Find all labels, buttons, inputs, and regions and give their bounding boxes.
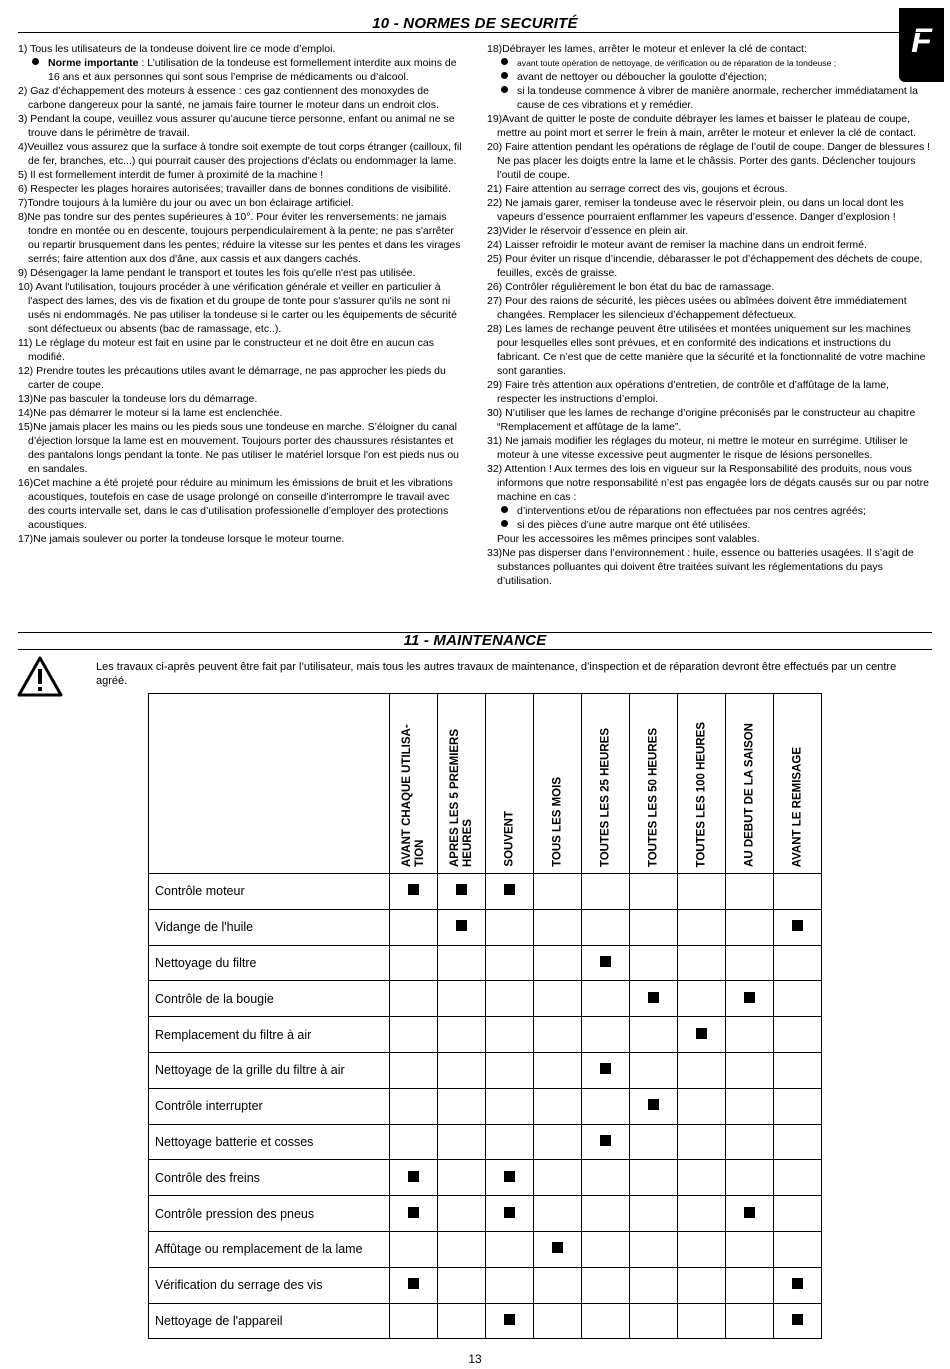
rule-text: 2) Gaz d’échappement des moteurs à essence : ces gaz contiennent des monoxydes de carbone dangereux pour la santé, ne jamais faire tourner le moteur dans un endroit clos. bbox=[18, 85, 439, 111]
schedule-cell bbox=[582, 1267, 630, 1303]
schedule-cell bbox=[582, 874, 630, 910]
safety-rule bbox=[487, 42, 933, 56]
column-header-label: TOUTES LES 25 HEURES bbox=[599, 727, 611, 867]
schedule-cell bbox=[438, 1303, 486, 1339]
safety-rule bbox=[18, 140, 463, 168]
table-corner-cell bbox=[149, 694, 390, 874]
schedule-cell bbox=[726, 1303, 774, 1339]
section-10-header bbox=[18, 16, 932, 33]
rule-text: 22) Ne jamais garer, remiser la tondeuse avec le réservoir plein, ou dans un local dont les vapeurs d’essence pourraient enflammer les vapeurs d’essence. Danger d’explosion ! bbox=[487, 197, 904, 223]
checked-square-icon bbox=[648, 992, 659, 1003]
schedule-cell bbox=[438, 945, 486, 981]
schedule-cell bbox=[726, 1267, 774, 1303]
schedule-cell bbox=[630, 1052, 678, 1088]
safety-rule bbox=[18, 364, 463, 392]
rule-text: 18)Débrayer les lames, arrêter le moteur et enlever la clé de contact: bbox=[487, 43, 807, 55]
schedule-cell bbox=[678, 1196, 726, 1232]
bullet-item bbox=[487, 84, 933, 112]
checked-square-icon bbox=[408, 1171, 419, 1182]
safety-rule bbox=[18, 112, 463, 140]
schedule-cell bbox=[774, 1267, 822, 1303]
safety-rule bbox=[487, 294, 933, 322]
checked-square-icon bbox=[600, 956, 611, 967]
rule-text: 13)Ne pas basculer la tondeuse lors du démarrage. bbox=[18, 393, 258, 405]
safety-rule bbox=[487, 224, 933, 238]
checked-square-icon bbox=[600, 1135, 611, 1146]
checked-square-icon bbox=[696, 1028, 707, 1039]
rule-text: 23)Vider le réservoir d’essence en plein air. bbox=[487, 225, 689, 237]
schedule-cell bbox=[390, 909, 438, 945]
checked-square-icon bbox=[456, 920, 467, 931]
safety-rule bbox=[18, 532, 463, 546]
table-row bbox=[149, 874, 822, 910]
schedule-cell bbox=[438, 1088, 486, 1124]
rule-text: si des pièces d’une autre marque ont été utilisées. bbox=[517, 519, 751, 531]
rule-text: 32) Attention ! Aux termes des lois en vigueur sur la Responsabilité des produits, nous vous informons que notre responsabilité n’est pas engagée lors de dégats causés sur ou par notre machine en cas : bbox=[487, 463, 929, 503]
rule-text: 31) Ne jamais modifier les réglages du moteur, ni mettre le moteur en surrégime. Utiliser le moteur à une vitesse excessive peut augmenter le risque de lésions personelles. bbox=[487, 435, 908, 461]
schedule-cell bbox=[486, 1160, 534, 1196]
checked-square-icon bbox=[408, 1278, 419, 1289]
rule-text: 15)Ne jamais placer les mains ou les pieds sous une tondeuse en marche. S’éloigner du canal d’éjection lorsque la lame est en mouvement. Toujours porter des chaussures résistantes et des pantalons longs pendant la tonte. Ne pas utiliser le matériel lorsque l'on est pieds nus ou en sandales. bbox=[18, 421, 460, 475]
safety-rule bbox=[18, 84, 463, 112]
schedule-cell bbox=[630, 1303, 678, 1339]
schedule-cell bbox=[630, 1160, 678, 1196]
schedule-cell bbox=[534, 1196, 582, 1232]
table-row bbox=[149, 981, 822, 1017]
safety-rule bbox=[18, 336, 463, 364]
column-header-label: AU DEBUT DE LA SAISON bbox=[743, 723, 755, 867]
rule-text: 6) Respecter les plages horaires autorisées; travailler dans de bonnes conditions de visibilité. bbox=[18, 183, 452, 195]
safety-rules-right-column bbox=[487, 42, 933, 588]
column-header bbox=[726, 694, 774, 874]
schedule-cell bbox=[534, 1160, 582, 1196]
schedule-cell bbox=[438, 981, 486, 1017]
task-label: Contrôle pression des pneus bbox=[149, 1196, 390, 1232]
rule-text: Pour les accessoires les mêmes principes sont valables. bbox=[497, 533, 760, 545]
schedule-cell bbox=[390, 874, 438, 910]
column-header bbox=[774, 694, 822, 874]
safety-rules-left-column bbox=[18, 42, 463, 546]
safety-rule bbox=[487, 546, 933, 588]
schedule-cell bbox=[534, 909, 582, 945]
schedule-cell bbox=[630, 1267, 678, 1303]
column-header-label: AVANT CHAQUE UTILISA-TION bbox=[400, 724, 426, 867]
schedule-cell bbox=[582, 1231, 630, 1267]
column-header bbox=[390, 694, 438, 874]
rule-text: 19)Avant de quitter le poste de conduite débrayer les lames et baisser le plateau de coupe, mettre au point mort et serrer le frein à main, arrêter le moteur et enlever la clé de contact. bbox=[487, 113, 917, 139]
schedule-cell bbox=[438, 1052, 486, 1088]
safety-rule bbox=[487, 280, 933, 294]
schedule-cell bbox=[726, 1017, 774, 1053]
schedule-cell bbox=[582, 909, 630, 945]
task-label: Nettoyage de l'appareil bbox=[149, 1303, 390, 1339]
safety-rule bbox=[18, 266, 463, 280]
schedule-cell bbox=[582, 1160, 630, 1196]
table-row bbox=[149, 1124, 822, 1160]
table-row bbox=[149, 1231, 822, 1267]
rule-text: avant toute opération de nettoyage, de vérification ou de réparation de la tondeuse ; bbox=[517, 58, 837, 68]
schedule-cell bbox=[582, 1196, 630, 1232]
safety-rule bbox=[18, 280, 463, 336]
rule-text: 1) Tous les utilisateurs de la tondeuse doivent lire ce mode d’emploi. bbox=[18, 43, 336, 55]
schedule-cell bbox=[678, 909, 726, 945]
schedule-cell bbox=[486, 1124, 534, 1160]
maintenance-schedule-table bbox=[148, 693, 822, 1339]
schedule-cell bbox=[726, 1160, 774, 1196]
task-label: Nettoyage batterie et cosses bbox=[149, 1124, 390, 1160]
bullet-item bbox=[487, 56, 933, 70]
column-header-label: SOUVENT bbox=[503, 811, 515, 867]
maintenance-intro: Les travaux ci-après peuvent être fait par l’utilisateur, mais tous les autres travaux de maintenance, d’inspection et de réparation devront être effectués par un centre agréé. bbox=[96, 661, 897, 687]
schedule-cell bbox=[678, 981, 726, 1017]
schedule-cell bbox=[486, 981, 534, 1017]
schedule-cell bbox=[774, 874, 822, 910]
checked-square-icon bbox=[408, 884, 419, 895]
rule-text: 24) Laisser refroidir le moteur avant de remiser la machine dans un endroit fermé. bbox=[487, 239, 867, 251]
safety-rule bbox=[487, 252, 933, 280]
table-row bbox=[149, 1267, 822, 1303]
rule-text: d’interventions et/ou de réparations non effectuées par nos centres agréés; bbox=[517, 505, 866, 517]
rule-emphasis: Norme importante bbox=[48, 57, 139, 69]
checked-square-icon bbox=[792, 1278, 803, 1289]
schedule-cell bbox=[678, 1124, 726, 1160]
safety-rule bbox=[487, 112, 933, 140]
schedule-cell bbox=[534, 1303, 582, 1339]
schedule-cell bbox=[726, 1052, 774, 1088]
schedule-cell bbox=[486, 1303, 534, 1339]
rule-text: 16)Cet machine a été projeté pour réduire au minimum les émissions de bruit et les vibrations acoustiques, toutefois en case de usage prolongé on conseille d’interrompre le travail avec des courts intervalle set, dans le cas d’utilisation professionelle d’employer des protections acoustiques. bbox=[18, 477, 453, 531]
table-row bbox=[149, 1052, 822, 1088]
checked-square-icon bbox=[408, 1207, 419, 1218]
schedule-cell bbox=[678, 1231, 726, 1267]
schedule-cell bbox=[534, 1124, 582, 1160]
schedule-cell bbox=[534, 1088, 582, 1124]
schedule-cell bbox=[774, 1088, 822, 1124]
schedule-cell bbox=[438, 1017, 486, 1053]
schedule-cell bbox=[726, 1124, 774, 1160]
safety-rule bbox=[487, 196, 933, 224]
schedule-cell bbox=[678, 1160, 726, 1196]
table-row bbox=[149, 945, 822, 981]
rule-text: 9) Désengager la lame pendant le transport et toutes les fois qu'elle n'est pas utilisée. bbox=[18, 267, 416, 279]
schedule-cell bbox=[438, 1231, 486, 1267]
schedule-cell bbox=[774, 909, 822, 945]
schedule-cell bbox=[726, 1231, 774, 1267]
schedule-cell bbox=[582, 1303, 630, 1339]
safety-rule bbox=[487, 182, 933, 196]
schedule-cell bbox=[534, 1231, 582, 1267]
checked-square-icon bbox=[792, 1314, 803, 1325]
schedule-cell bbox=[774, 1052, 822, 1088]
schedule-cell bbox=[486, 1052, 534, 1088]
column-header-label: APRES LES 5 PREMIERS HEURES bbox=[448, 728, 474, 867]
schedule-cell bbox=[774, 1017, 822, 1053]
table-row bbox=[149, 1196, 822, 1232]
column-header bbox=[438, 694, 486, 874]
schedule-cell bbox=[438, 1160, 486, 1196]
schedule-cell bbox=[678, 1088, 726, 1124]
schedule-cell bbox=[390, 1231, 438, 1267]
schedule-cell bbox=[534, 945, 582, 981]
rule-text: 3) Pendant la coupe, veuillez vous assurer qu’aucune tierce personne, enfant ou animal ne se trouve dans le périmètre de travail. bbox=[18, 113, 455, 139]
safety-rule bbox=[18, 168, 463, 182]
schedule-cell bbox=[774, 1231, 822, 1267]
rule-text: 14)Ne pas démarrer le moteur si la lame est enclenchée. bbox=[18, 407, 283, 419]
schedule-cell bbox=[774, 1196, 822, 1232]
rule-text: 17)Ne jamais soulever ou porter la tondeuse lorsque le moteur tourne. bbox=[18, 533, 345, 545]
task-label: Vidange de l'huile bbox=[149, 909, 390, 945]
language-letter: F bbox=[911, 22, 932, 60]
warning-triangle-icon bbox=[16, 655, 64, 699]
safety-rule bbox=[18, 182, 463, 196]
bullet-item bbox=[487, 518, 933, 532]
schedule-cell bbox=[774, 1303, 822, 1339]
schedule-cell bbox=[678, 1017, 726, 1053]
task-label: Contrôle de la bougie bbox=[149, 981, 390, 1017]
checked-square-icon bbox=[504, 884, 515, 895]
schedule-cell bbox=[630, 981, 678, 1017]
schedule-cell bbox=[774, 981, 822, 1017]
safety-rule bbox=[487, 406, 933, 434]
schedule-cell bbox=[630, 874, 678, 910]
rule-text: 21) Faire attention au serrage correct des vis, goujons et écrous. bbox=[487, 183, 788, 195]
safety-rule bbox=[18, 420, 463, 476]
table-row bbox=[149, 1017, 822, 1053]
rule-text: si la tondeuse commence à vibrer de manière anormale, rechercher immédiatament la cause de ces vibrations et y remédier. bbox=[517, 85, 918, 111]
rule-text: 28) Les lames de rechange peuvent être utilisées et montées uniquement sur les machines pour lesquelles elles sont prévues, et en conformité des indications et instructions du fabricant. Ce n’est que de cette manière que la sécurité et la fonctionnalité de votre machine sont garanties. bbox=[487, 323, 926, 377]
schedule-cell bbox=[678, 1267, 726, 1303]
schedule-cell bbox=[390, 1303, 438, 1339]
schedule-cell bbox=[390, 1052, 438, 1088]
checked-square-icon bbox=[744, 992, 755, 1003]
checked-square-icon bbox=[552, 1242, 563, 1253]
schedule-cell bbox=[678, 945, 726, 981]
schedule-cell bbox=[390, 1017, 438, 1053]
schedule-cell bbox=[534, 1017, 582, 1053]
schedule-cell bbox=[582, 1017, 630, 1053]
safety-rule bbox=[18, 42, 463, 56]
schedule-cell bbox=[582, 1124, 630, 1160]
safety-rule bbox=[487, 378, 933, 406]
schedule-cell bbox=[486, 1267, 534, 1303]
safety-rule bbox=[487, 434, 933, 462]
checked-square-icon bbox=[504, 1171, 515, 1182]
schedule-cell bbox=[486, 874, 534, 910]
schedule-cell bbox=[534, 981, 582, 1017]
schedule-cell bbox=[438, 1124, 486, 1160]
schedule-cell bbox=[726, 874, 774, 910]
checked-square-icon bbox=[504, 1314, 515, 1325]
schedule-cell bbox=[534, 874, 582, 910]
schedule-cell bbox=[582, 981, 630, 1017]
table-row bbox=[149, 909, 822, 945]
schedule-cell bbox=[390, 1124, 438, 1160]
section-11-header bbox=[18, 632, 932, 650]
schedule-cell bbox=[390, 1160, 438, 1196]
safety-rule bbox=[487, 140, 933, 182]
safety-rule bbox=[18, 476, 463, 532]
rule-text: 30) N’utiliser que les lames de rechange d’origine préconisés par le constructeur au chapitre “Remplacement et affûtage de la lame”. bbox=[487, 407, 916, 433]
task-label: Nettoyage du filtre bbox=[149, 945, 390, 981]
schedule-cell bbox=[630, 1088, 678, 1124]
schedule-cell bbox=[486, 1017, 534, 1053]
task-label: Contrôle interrupter bbox=[149, 1088, 390, 1124]
schedule-cell bbox=[486, 1196, 534, 1232]
column-header-label: TOUTES LES 100 HEURES bbox=[695, 721, 707, 867]
schedule-cell bbox=[630, 1017, 678, 1053]
table-row bbox=[149, 1303, 822, 1339]
rule-text: 12) Prendre toutes les précautions utiles avant le démarrage, ne pas approcher les pieds du carter de coupe. bbox=[18, 365, 446, 391]
rule-text: 5) Il est formellement interdit de fumer à proximité de la machine ! bbox=[18, 169, 324, 181]
safety-rule bbox=[18, 392, 463, 406]
rule-text: avant de nettoyer ou déboucher la goulotte d’éjection; bbox=[517, 71, 767, 83]
checked-square-icon bbox=[744, 1207, 755, 1218]
column-header bbox=[486, 694, 534, 874]
schedule-cell bbox=[630, 1196, 678, 1232]
schedule-cell bbox=[486, 945, 534, 981]
task-label: Affûtage ou remplacement de la lame bbox=[149, 1231, 390, 1267]
checked-square-icon bbox=[792, 920, 803, 931]
task-label: Remplacement du filtre à air bbox=[149, 1017, 390, 1053]
column-header bbox=[630, 694, 678, 874]
checked-square-icon bbox=[504, 1207, 515, 1218]
column-header-label: TOUTES LES 50 HEURES bbox=[647, 727, 659, 867]
schedule-cell bbox=[630, 909, 678, 945]
rule-text: 33)Ne pas disperser dans l’environnement : huile, essence ou batteries usagées. Il s’agit de substances polluantes qui doivent être traitées suivant les réglementations du pays d’utilisation. bbox=[487, 547, 914, 587]
schedule-cell bbox=[678, 874, 726, 910]
bullet-item bbox=[487, 70, 933, 84]
column-header bbox=[582, 694, 630, 874]
schedule-cell bbox=[726, 909, 774, 945]
schedule-cell bbox=[438, 909, 486, 945]
rule-text: : L’utilisation de la tondeuse est formellement interdite aux moins de 16 ans et aux personnes qui sont sous l’emprise de médicaments ou d’alcool. bbox=[48, 57, 457, 83]
schedule-cell bbox=[774, 1160, 822, 1196]
schedule-cell bbox=[630, 1124, 678, 1160]
column-header bbox=[534, 694, 582, 874]
schedule-cell bbox=[390, 945, 438, 981]
schedule-cell bbox=[486, 1088, 534, 1124]
schedule-cell bbox=[390, 1196, 438, 1232]
schedule-cell bbox=[582, 1088, 630, 1124]
rule-text: 8)Ne pas tondre sur des pentes supérieures à 10°. Pour éviter les renversements: ne jamais tondre en montée ou en descente, toujours perpendiculairement à la pente; ne pas s'arrêter ou repartir brusquement dans les pentes; réduire la vitesse sur les pentes et dans les virages serrés; faire attention aux dos d'âne, aux cassis et aux dangers cachés. bbox=[18, 211, 461, 265]
checked-square-icon bbox=[648, 1099, 659, 1110]
task-label: Contrôle des freins bbox=[149, 1160, 390, 1196]
schedule-cell bbox=[390, 1267, 438, 1303]
schedule-cell bbox=[534, 1052, 582, 1088]
task-label: Nettoyage de la grille du filtre à air bbox=[149, 1052, 390, 1088]
checked-square-icon bbox=[456, 884, 467, 895]
safety-rule bbox=[487, 238, 933, 252]
table-row bbox=[149, 1088, 822, 1124]
schedule-cell bbox=[438, 874, 486, 910]
rule-text: 10) Avant l'utilisation, toujours procéder à une vérification générale et veiller en particulier à l'aspect des lames, des vis de fixation et du groupe de tonte pour s'assurer qu'ils ne sont ni usés ni endommagés. Ne pas utiliser la tondeuse si le carter ou les équipements de sécurité sont défectueux ou absents (bac de ramassage, etc..). bbox=[18, 281, 457, 335]
rule-text: 26) Contrôler régulièrement le bon état du bac de ramassage. bbox=[487, 281, 775, 293]
schedule-cell bbox=[774, 945, 822, 981]
schedule-cell bbox=[774, 1124, 822, 1160]
rule-text: 25) Pour éviter un risque d’incendie, débarasser le pot d’échappement des déchets de coupe, feuilles, excès de graisse. bbox=[487, 253, 923, 279]
schedule-cell bbox=[726, 1196, 774, 1232]
section-11-title: 11 - MAINTENANCE bbox=[403, 632, 547, 649]
safety-rule bbox=[18, 196, 463, 210]
section-10-title: 10 - NORMES DE SECURITÉ bbox=[372, 15, 578, 32]
safety-rule bbox=[487, 532, 933, 546]
column-header bbox=[678, 694, 726, 874]
schedule-cell bbox=[678, 1052, 726, 1088]
safety-rule bbox=[18, 406, 463, 420]
page-number: 13 bbox=[468, 1352, 482, 1366]
schedule-cell bbox=[534, 1267, 582, 1303]
safety-rule bbox=[487, 322, 933, 378]
rule-text: 27) Pour des raions de sécurité, les pièces usées ou abîmées doivent être immédiatement changées. Remplacer les silencieux d’échappement défectueux. bbox=[487, 295, 907, 321]
rule-text: 20) Faire attention pendant les opérations de réglage de l’outil de coupe. Danger de blessures ! Ne pas placer les doigts entre la lame et le châssis. Porter des gants. Déclencher toujours l’outil de coupe. bbox=[487, 141, 931, 181]
table-row bbox=[149, 1160, 822, 1196]
schedule-cell bbox=[630, 1231, 678, 1267]
schedule-cell bbox=[486, 1231, 534, 1267]
schedule-cell bbox=[726, 1088, 774, 1124]
schedule-cell bbox=[438, 1196, 486, 1232]
task-label: Contrôle moteur bbox=[149, 874, 390, 910]
schedule-cell bbox=[726, 981, 774, 1017]
schedule-cell bbox=[390, 981, 438, 1017]
task-label: Vérification du serrage des vis bbox=[149, 1267, 390, 1303]
column-header-label: AVANT LE REMISAGE bbox=[791, 746, 803, 867]
schedule-cell bbox=[438, 1267, 486, 1303]
safety-rule bbox=[487, 462, 933, 504]
safety-rule bbox=[18, 210, 463, 266]
rule-text: 29) Faire très attention aux opérations d’entretien, de contrôle et d’affûtage de la lame, respecter les instructions d’emploi. bbox=[487, 379, 889, 405]
rule-text: 4)Veuillez vous assurez que la surface à tondre soit exempte de tout corps étranger (cailloux, fil de fer, branches, etc...) qui pourrait causer des projections d’éclats ou endommager la lame. bbox=[18, 141, 462, 167]
checked-square-icon bbox=[600, 1063, 611, 1074]
schedule-cell bbox=[678, 1303, 726, 1339]
rule-text: 7)Tondre toujours à la lumière du jour ou avec un bon éclairage artificiel. bbox=[18, 197, 354, 209]
schedule-cell bbox=[486, 909, 534, 945]
rule-text: 11) Le réglage du moteur est fait en usine par le constructeur et ne doit être en aucun cas modifié. bbox=[18, 337, 434, 363]
schedule-cell bbox=[582, 1052, 630, 1088]
schedule-cell bbox=[390, 1088, 438, 1124]
bullet-item bbox=[18, 56, 463, 84]
column-header-label: TOUS LES MOIS bbox=[551, 777, 563, 867]
bullet-item bbox=[487, 504, 933, 518]
schedule-cell bbox=[582, 945, 630, 981]
schedule-cell bbox=[726, 945, 774, 981]
schedule-cell bbox=[630, 945, 678, 981]
table-header-row bbox=[149, 694, 822, 874]
